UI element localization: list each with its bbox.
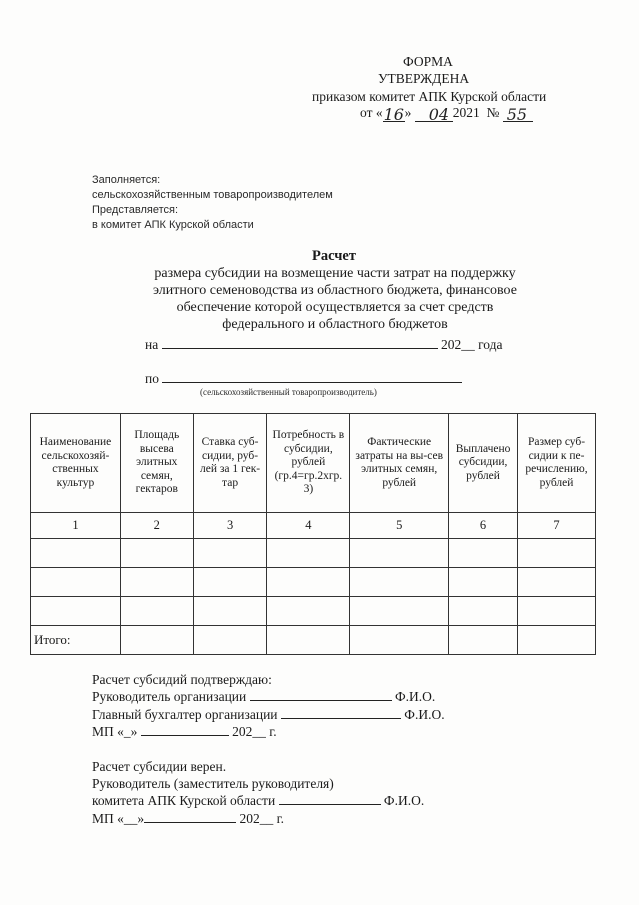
submitted-value: в комитет АПК Курской области — [92, 219, 254, 231]
column-number: 4 — [267, 513, 350, 539]
verify-role: Руководитель (заместитель руководителя) — [92, 776, 334, 791]
table-cell — [518, 597, 596, 626]
period-on-label: на — [145, 337, 159, 352]
date-day-field — [383, 104, 405, 122]
header-cell: Потребность в субсидии, рублей (гр.4=гр.2хгр. 3) — [267, 414, 350, 513]
table-cell — [120, 626, 193, 655]
head-signature-blank — [250, 688, 392, 701]
table-cell — [267, 597, 350, 626]
stamp-date-d: 202__ г. — [239, 811, 285, 826]
producer-po-label: по — [145, 371, 159, 386]
stamp-date-blank-1 — [141, 723, 229, 736]
head-signature-line — [92, 688, 435, 705]
table-number-row — [31, 513, 596, 539]
date-month-field — [415, 104, 453, 122]
stamp-date-line-1 — [92, 723, 277, 740]
table-cell — [31, 597, 121, 626]
period-blank — [162, 336, 438, 349]
table-cell — [193, 597, 267, 626]
submitted-label: Представляется: — [92, 204, 178, 216]
table-cell — [193, 568, 267, 597]
number-handwritten: 55 — [506, 105, 528, 124]
table-cell — [350, 568, 449, 597]
table-cell — [449, 568, 518, 597]
table-cell — [449, 626, 518, 655]
total-label: Итого: — [31, 626, 121, 655]
order-date-line — [360, 104, 533, 122]
table-cell — [120, 597, 193, 626]
table-row — [31, 539, 596, 568]
date-month-handwritten: 04 — [428, 105, 450, 124]
accountant-fio: Ф.И.О. — [404, 707, 445, 722]
table-cell — [193, 626, 267, 655]
table-total-row — [31, 626, 596, 655]
column-number: 2 — [120, 513, 193, 539]
table-cell — [120, 568, 193, 597]
producer-line — [145, 370, 462, 387]
committee-signature-line — [92, 792, 424, 809]
approved-label: УТВЕРЖДЕНА — [378, 71, 470, 86]
table-cell — [120, 539, 193, 568]
column-number: 1 — [31, 513, 121, 539]
verify-heading: Расчет субсидии верен. — [92, 759, 227, 774]
table-header-row — [31, 414, 596, 513]
table-cell — [267, 568, 350, 597]
header-cell: Выплачено субсидии, рублей — [449, 414, 518, 513]
accountant-label: Главный бухгалтер организации — [92, 707, 278, 722]
accountant-signature-blank — [281, 706, 401, 719]
head-fio: Ф.И.О. — [395, 689, 436, 704]
table-cell — [518, 539, 596, 568]
table-cell — [350, 597, 449, 626]
stamp-date-blank-2 — [144, 810, 236, 823]
title-line-4: федерального и областного бюджетов — [222, 317, 448, 332]
table-cell — [31, 568, 121, 597]
table-cell — [518, 626, 596, 655]
stamp-date-b: 202__ г. — [232, 724, 277, 739]
title-line-1: размера субсидии на возмещение части затрат на поддержку — [154, 266, 516, 281]
header-cell: Площадь высева элитных семян, гектаров — [120, 414, 193, 513]
table-row — [31, 568, 596, 597]
title-line-3: обеспечение которой осуществляется за счет средств — [176, 300, 494, 315]
date-mid: » — [404, 105, 412, 120]
header-cell: Наименование сельскохозяй-ственных культур — [31, 414, 121, 513]
table-cell — [518, 568, 596, 597]
fill-by-value: сельскохозяйственным товаропроизводителем — [92, 189, 333, 201]
period-line — [145, 336, 503, 353]
table-cell — [350, 626, 449, 655]
stamp-date-c: МП «__» — [92, 811, 145, 826]
confirm-heading: Расчет субсидий подтверждаю: — [92, 672, 272, 687]
committee-label: комитета АПК Курской области — [92, 793, 276, 808]
title-line-2: элитного семеноводства из областного бюджета, финансовое — [153, 283, 517, 298]
order-line: приказом комитет АПК Курской области — [312, 89, 547, 104]
forma-label: ФОРМА — [403, 54, 453, 69]
accountant-signature-line — [92, 706, 445, 723]
date-year: 2021 — [452, 105, 480, 120]
producer-caption: (сельскохозяйственный товаропроизводитель) — [200, 387, 377, 397]
subsidy-table — [30, 413, 596, 655]
fill-by-label: Заполняется: — [92, 174, 161, 186]
header-cell: Фактические затраты на вы-сев элитных семян, рублей — [350, 414, 449, 513]
table-cell — [449, 597, 518, 626]
table-cell — [267, 539, 350, 568]
table-cell — [350, 539, 449, 568]
column-number: 7 — [518, 513, 596, 539]
document-title: Расчет — [312, 248, 356, 264]
number-field — [503, 104, 533, 122]
date-day-handwritten: 16 — [383, 105, 404, 124]
period-year: 202__ года — [440, 337, 503, 352]
column-number: 3 — [193, 513, 267, 539]
header-cell: Ставка суб-сидии, руб-лей за 1 гек-тар — [193, 414, 267, 513]
producer-blank — [162, 370, 462, 383]
column-number: 6 — [449, 513, 518, 539]
table-cell — [193, 539, 267, 568]
table-row — [31, 597, 596, 626]
stamp-date-line-2 — [92, 810, 284, 827]
table-cell — [449, 539, 518, 568]
number-label: № — [486, 105, 500, 120]
committee-signature-blank — [279, 792, 381, 805]
head-label: Руководитель организации — [92, 689, 247, 704]
column-number: 5 — [350, 513, 449, 539]
table-cell — [267, 626, 350, 655]
committee-fio: Ф.И.О. — [383, 793, 425, 808]
header-cell: Размер суб-сидии к пе-речислению, рублей — [518, 414, 596, 513]
stamp-date-a: МП «_» — [92, 724, 138, 739]
date-prefix: от « — [360, 105, 383, 120]
table-cell — [31, 539, 121, 568]
